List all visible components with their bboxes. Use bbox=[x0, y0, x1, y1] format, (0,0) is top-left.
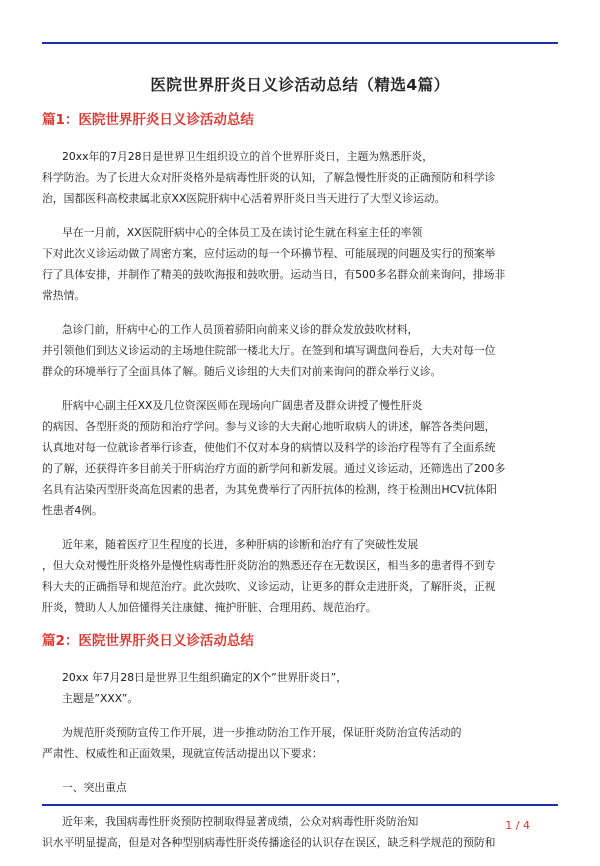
text-line: 治，国都医科高校隶属北京XX医院肝病中心活着界肝炎日当天进行了大型义诊运动。 bbox=[42, 192, 446, 205]
text-line: 主题是”XXX”。 bbox=[62, 692, 139, 705]
page-number: 1 / 4 bbox=[505, 819, 530, 832]
text-line: 科大夫的正确指导和规范治疗。此次鼓吹、义诊运动，让更多的群众走进肝炎，了解肝炎，正视 bbox=[42, 580, 496, 593]
text-line: 认真地对每一位就诊者举行诊查，使他们不仅对本身的病情以及科学的诊治疗程等有了全面系统 bbox=[42, 441, 496, 454]
document-title: 医院世界肝炎日义诊活动总结（精选4篇） bbox=[150, 76, 450, 94]
paragraph bbox=[42, 222, 558, 306]
text-line: 名具有沾染丙型肝炎高危因素的患者，为其免费举行了丙肝抗体的检测，终于检测出HCV抗体阳 bbox=[42, 483, 497, 496]
section-heading: 篇2：医院世界肝炎日义诊活动总结 bbox=[42, 633, 254, 649]
paragraph bbox=[42, 811, 558, 853]
text-line: 并引领他们到达义诊运动的主场地住院部一楼北大厅。在签到和填写调盘问卷后，大夫对每一位 bbox=[42, 344, 496, 357]
text-line: 近年来，随着医疗卫生程度的长进，多种肝病的诊断和治疗有了突破性发展 bbox=[62, 538, 419, 551]
subheading bbox=[42, 777, 558, 798]
document-body bbox=[42, 72, 558, 866]
paragraph bbox=[42, 146, 558, 209]
paragraph bbox=[42, 722, 558, 764]
text-line: 群众的环境举行了全面具体了解。随后义诊组的大夫们对前来询问的群众举行义诊。 bbox=[42, 365, 442, 378]
text-line: 为规范肝炎预防宣传工作开展，进一步推动防治工作开展，保证肝炎防治宣传活动的 bbox=[62, 726, 462, 739]
text-line: 的病因、各型肝炎的预防和治疗学问。参与义诊的大夫耐心地听取病人的讲述，解答各类问题， bbox=[42, 420, 496, 433]
text-line: 20xx 年7月28日是世界卫生组织确定的X个”世界肝炎日”， bbox=[62, 671, 348, 684]
text-line: 早在一月前，XX医院肝病中心的全体员工及在读讨论生就在科室主任的率领 bbox=[62, 226, 423, 239]
text-line: 下对此次义诊运动做了周密方案，应付运动的每一个环擤节程、可能展现的问题及实行的预案举 bbox=[42, 247, 496, 260]
paragraph bbox=[42, 319, 558, 382]
text-line: 行了具体安排，并制作了精美的鼓吹海报和鼓吹册。运动当日，有500多名群众前来询问，排场非 bbox=[42, 268, 506, 281]
footer-rule bbox=[42, 804, 558, 806]
paragraph bbox=[42, 667, 558, 709]
text-line: 识水平明显提高，但是对各种型别病毒性肝炎传播途径的认识存在误区，缺乏科学规范的预防和 bbox=[42, 836, 496, 849]
text-line: 科学防治。为了长进大众对肝炎格外是病毒性肝炎的认知，了解急慢性肝炎的正确预防和科学诊 bbox=[42, 171, 496, 184]
paragraph bbox=[42, 534, 558, 618]
text-line: 肝炎，赞助人人加倍懂得关注康健、掩护肝脏、合理用药、规范治疗。 bbox=[42, 601, 377, 614]
text-line: 的了解，还获得许多目前关于肝病治疗方面的新学问和新发展。通过义诊运动，还筛选出了200多 bbox=[42, 462, 506, 475]
header-rule bbox=[42, 42, 558, 44]
text-line: ，但大众对慢性肝炎格外是慢性病毒性肝炎防治的熟悉还存在无数误区，相当多的患者得不到专 bbox=[42, 559, 496, 572]
text-line: 常热情。 bbox=[42, 289, 86, 302]
text-line: 近年来，我国病毒性肝炎预防控制取得显著成绩，公众对病毒性肝炎防治知 bbox=[62, 815, 419, 828]
text-line: 20xx年的7月28日是世界卫生组织设立的首个世界肝炎日，主题为熟悉肝炎， bbox=[62, 150, 434, 163]
text-line: 性患者4例。 bbox=[42, 504, 103, 517]
paragraph bbox=[42, 395, 558, 521]
text-line: 严肃性、权威性和正面效果，现就宣传活动提出以下要求： bbox=[42, 747, 323, 760]
text-line: 急诊门前，肝病中心的工作人员顶着骄阳向前来义诊的群众发放鼓吹材料， bbox=[62, 323, 419, 336]
section-1 bbox=[42, 110, 558, 618]
section-2 bbox=[42, 631, 558, 853]
text-line: 一、突出重点 bbox=[62, 781, 127, 794]
text-line: 肝病中心副主任XX及几位资深医师在现场向广阔患者及群众讲授了慢性肝炎 bbox=[62, 399, 423, 412]
section-heading: 篇1：医院世界肝炎日义诊活动总结 bbox=[42, 112, 254, 128]
